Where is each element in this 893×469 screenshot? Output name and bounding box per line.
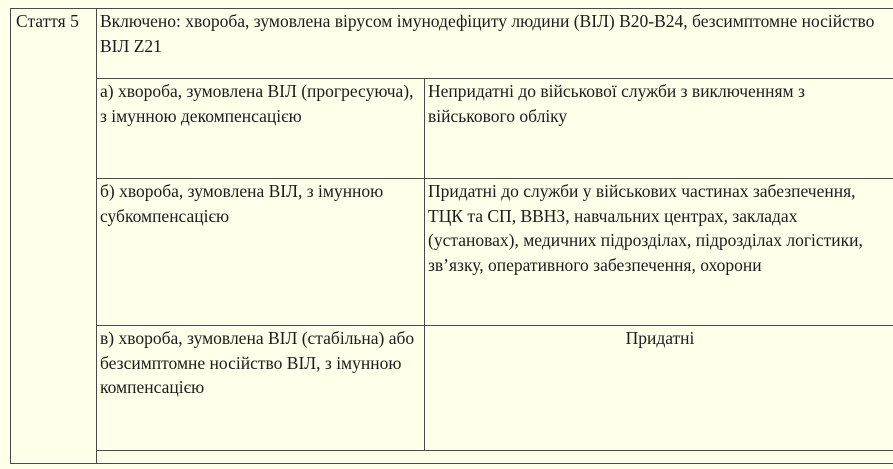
condition-text: б) хвороба, зумовлена ВІЛ, з імунною субкомпенсацією — [100, 181, 384, 226]
article-label: Стаття 5 — [16, 11, 79, 31]
fitness-text: Придатні до служби у військових частинах забезпечення, ТЦК та СП, ВВНЗ, навчальних центрах, закладах (установах), медичних підрозділах, підрозділах логістики, зв’язку, оперативного забезпечення, охорони — [428, 181, 863, 275]
fitness-text: Придатні — [625, 328, 695, 348]
fitness-text: Непридатні до військової служби з виключенням з військового обліку — [428, 81, 805, 126]
condition-text: а) хвороба, зумовлена ВІЛ (прогресуюча), з імунною декомпенсацією — [100, 81, 414, 126]
next-row-cell — [97, 451, 893, 464]
condition-cell — [97, 179, 425, 326]
article-label-cell — [11, 9, 97, 464]
table-row — [11, 79, 893, 179]
included-cell — [97, 9, 893, 79]
condition-cell — [97, 326, 425, 451]
fitness-cell — [425, 179, 893, 326]
fitness-cell — [425, 79, 893, 179]
article-header-row — [11, 9, 893, 79]
condition-cell — [97, 79, 425, 179]
table-row-next — [11, 451, 893, 464]
table-row — [11, 326, 893, 451]
table-row — [11, 179, 893, 326]
condition-text: в) хвороба, зумовлена ВІЛ (стабільна) або безсимптомне носійство ВІЛ, з імунною компенсацією — [100, 328, 415, 397]
fitness-cell — [425, 326, 893, 451]
article-table — [10, 8, 893, 464]
included-text: Включено: хвороба, зумовлена вірусом імунодефіциту людини (ВІЛ) B20-B24, безсимптомне носійство ВІЛ Z21 — [100, 11, 875, 56]
